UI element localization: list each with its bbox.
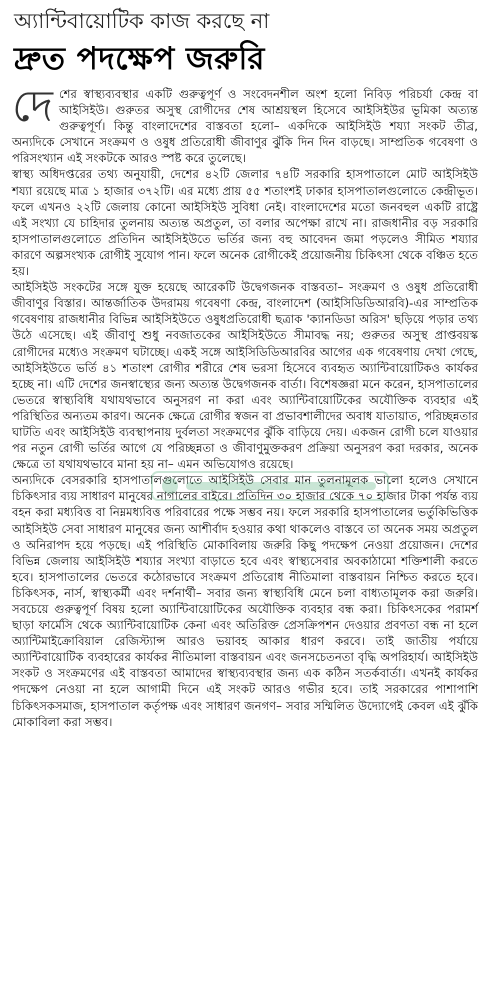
paragraph-2: স্বাস্থ্য অধিদপ্তরের তথ্য অনুযায়ী, দেশের ৪২টি জেলার ৭৪টি সরকারি হাসপাতালে মোট আইসিইউ শয্যা রয়েছে মাত্র ১ হাজার ৩৭২টি। এর মধ্যে প্রায় ৫৫ শতাংশই ঢাকার হাসপাতালগুলোতে কেন্দ্রীভূত। ফলে এখনও ২২টি জেলায় কোনো আইসিইউ সুবিধা নেই। বাংলাদেশের মতো জনবহুল একটি রাষ্ট্রে এই সংখ্যা যে চাহিদার তুলনায় অত্যন্ত অপ্রতুল, তা বলার অপেক্ষা রাখে না। রাজধানীর বড় সরকারি হাসপাতালগুলোতে প্রতিদিন আইসিইউতে ভর্তির জন্য বহু আবেদন জমা পড়লেও সীমিত শয্যার কারণে অল্পসংখ্যক রোগীই সুযোগ পান। ফলে অনেক রোগীকেই প্রয়োজনীয় চিকিৎসা থেকে বঞ্চিত হতে হয়। [12, 167, 478, 279]
paragraph-1-text: শের স্বাস্থ্যব্যবস্থার একটি গুরুত্বপূর্ণ ও সংবেদনশীল অংশ হলো নিবিড় পরিচর্যা কেন্দ্র বা আইসিইউ। গুরুতর অসুস্থ রোগীদের শেষ আশ্রয়স্থল হিসেবে আইসিইউর ভূমিকা অত্যন্ত গুরুত্বপূর্ণ। কিন্তু বাংলাদেশের বাস্তবতা হলো– একদিকে আইসিইউ শয্যা সংকট তীব্র, অন্যদিকে সেখানে সংক্রমণ ও ওষুধ প্রতিরোধী জীবাণুর ঝুঁকি দিন দিন বাড়ছে। সাম্প্রতিক গবেষণা ও পরিসংখ্যান এই সংকটকে আরও স্পষ্ট করে তুলেছে। [12, 87, 478, 166]
drop-cap: দে [12, 81, 53, 132]
paragraph-3: আইসিইউ সংকটের সঙ্গে যুক্ত হয়েছে আরেকটি উদ্বেগজনক বাস্তবতা– সংক্রমণ ও ওষুধ প্রতিরোধী জীবাণুর বিস্তার। আন্তর্জাতিক উদরাময় গবেষণা কেন্দ্র, বাংলাদেশ (আইসিডিডিআরবি)-এর সাম্প্রতিক গবেষণায় রাজধানীর বিভিন্ন আইসিইউতে ওষুধপ্রতিরোধী ছত্রাক 'ক্যানডিডা অরিস' ছড়িয়ে পড়ার তথ্য উঠে এসেছে। এই জীবাণু শুধু নবজাতকের আইসিইউতে সীমাবদ্ধ নয়; গুরুতর অসুস্থ প্রাপ্তবয়স্ক রোগীদের মধ্যেও সংক্রমণ ঘটাচ্ছে। একই সঙ্গে আইসিডিডিআরবির আগের এক গবেষণায় দেখা গেছে, আইসিইউতে ভর্তি ৪১ শতাংশ রোগীর শরীরে শেষ ভরসা হিসেবে ব্যবহৃত অ্যান্টিবায়োটিকও কার্যকর হচ্ছে না। এটি দেশের জনস্বাস্থ্যের জন্য অত্যন্ত উদ্বেগজনক বার্তা। বিশেষজ্ঞরা মনে করেন, হাসপাতালের ভেতরে স্বাস্থ্যবিধি যথাযথভাবে অনুসরণ না করা এবং অ্যান্টিবায়োটিকের অযৌক্তিক ব্যবহার এই পরিস্থিতির অন্যতম কারণ। অনেক ক্ষেত্রে রোগীর স্বজন বা প্রভাবশালীদের অবাধ যাতায়াত, পরিচ্ছন্নতার ঘাটতি এবং আইসিইউ ব্যবস্থাপনায় দুর্বলতা সংক্রমণের ঝুঁকি বাড়িয়ে দেয়। একজন রোগী চলে যাওয়ার পর নতুন রোগী ভর্তির আগে যে পরিচ্ছন্নতা ও জীবাণুমুক্তকরণ প্রক্রিয়া অনুসরণ করা দরকার, অনেক ক্ষেত্রে তা যথাযথভাবে মানা হয় না– এমন অভিযোগও রয়েছে। [12, 280, 478, 472]
paragraph-4: অন্যদিকে বেসরকারি হাসপাতালগুলোতে আইসিইউ সেবার মান তুলনামূলক ভালো হলেও সেখানে চিকিৎসার ব্যয় সাধারণ মানুষের নাগালের বাইরে। প্রতিদিন ৩০ হাজার থেকে ৭০ হাজার টাকা পর্যন্ত ব্যয় বহন করা মধ্যবিত্ত বা নিম্নমধ্যবিত্ত পরিবারের পক্ষে সম্ভব নয়। ফলে সরকারি হাসপাতালের ভর্তুকিভিত্তিক আইসিইউ সেবা সাধারণ মানুষের জন্য আশীর্বাদ হওয়ার কথা থাকলেও বাস্তবে তা অনেক সময় অপ্রতুল ও অনিরাপদ হয়ে পড়ছে। এই পরিস্থিতি মোকাবিলায় জরুরি কিছু পদক্ষেপ নেওয়া প্রয়োজন। দেশের বিভিন্ন জেলায় আইসিইউ শয্যার সংখ্যা বাড়াতে হবে এবং স্বাস্থ্যসেবার অবকাঠামো শক্তিশালী করতে হবে। হাসপাতালের ভেতরে কঠোরভাবে সংক্রমণ প্রতিরোধ নীতিমালা বাস্তবায়ন নিশ্চিত করতে হবে। চিকিৎসক, নার্স, স্বাস্থ্যকর্মী এবং দর্শনার্থী– সবার জন্য স্বাস্থ্যবিধি মেনে চলা বাধ্যতামূলক করা জরুরি। সবচেয়ে গুরুত্বপূর্ণ বিষয় হলো অ্যান্টিবায়োটিকের অযৌক্তিক ব্যবহার বন্ধ করা। চিকিৎসকের পরামর্শ ছাড়া ফার্মেসি থেকে অ্যান্টিবায়োটিক কেনা এবং অতিরিক্ত প্রেসক্রিপশন দেওয়ার প্রবণতা বন্ধ না হলে অ্যান্টিমাইক্রোবিয়াল রেজিস্ট্যান্স আরও ভয়াবহ আকার ধারণ করবে। তাই জাতীয় পর্যায়ে অ্যান্টিবায়োটিক ব্যবহারের কার্যকর নীতিমালা বাস্তবায়ন এবং জনসচেতনতা বৃদ্ধি অপরিহার্য। আইসিইউ সংকট ও সংক্রমণের এই বাস্তবতা আমাদের স্বাস্থ্যব্যবস্থার জন্য এক কঠিন সতর্কবার্তা। এখনই কার্যকর পদক্ষেপ নেওয়া না হলে আগামী দিনে এই সংকট আরও গভীর হবে। তাই সরকারের পাশাপাশি চিকিৎসকসমাজ, হাসপাতাল কর্তৃপক্ষ এবং সাধারণ জনগণ– সবার সম্মিলিত উদ্যোগেই কেবল এই ঝুঁকি মোকাবিলা করা সম্ভব। [12, 473, 478, 729]
article-kicker: অ্যান্টিবায়োটিক কাজ করছে না [14, 9, 270, 33]
paragraph-1 [12, 81, 478, 166]
article-body [12, 81, 478, 730]
article-headline: দ্রুত পদক্ষেপ জরুরি [14, 41, 265, 77]
